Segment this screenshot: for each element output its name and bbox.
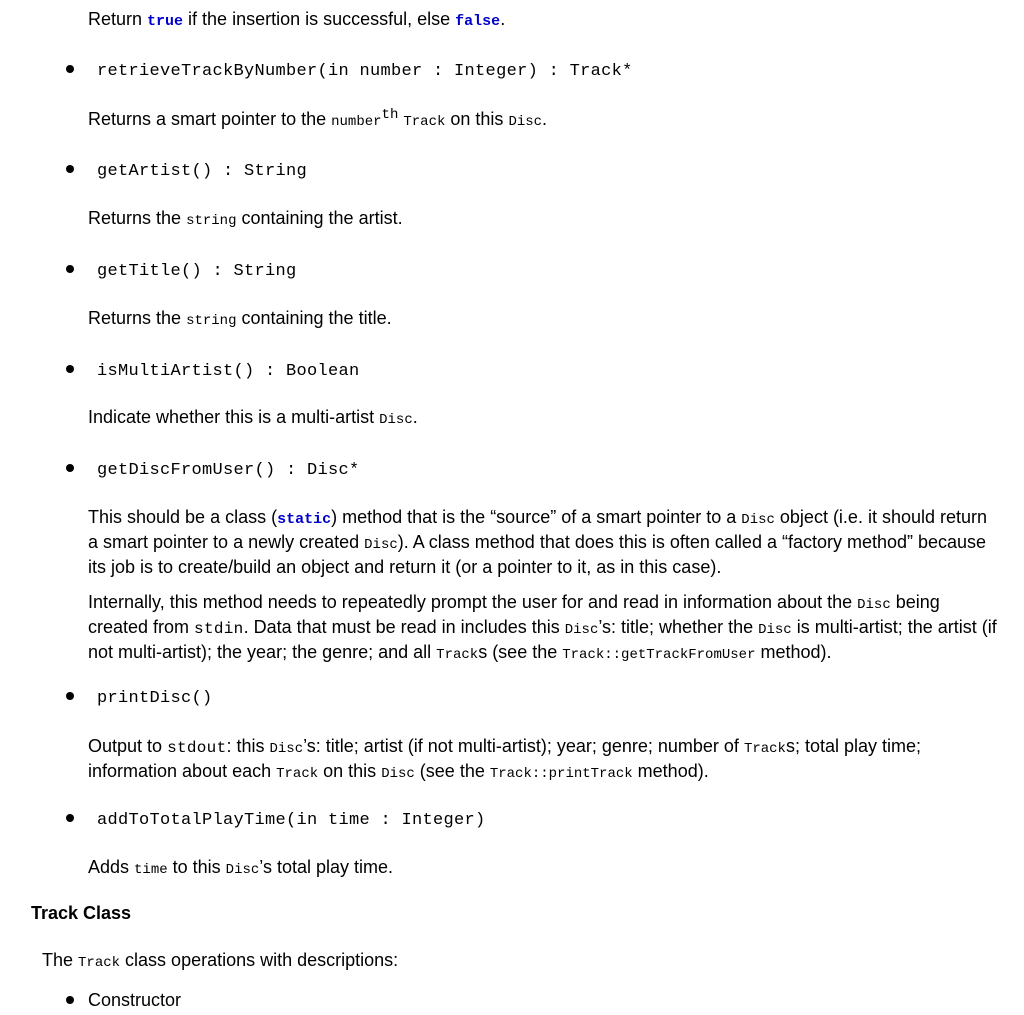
method-signature-get-artist: getArtist() : String [97,162,308,181]
keyword-false: false [455,13,501,30]
method-signature-print-disc: printDisc() [97,689,213,708]
track-constructor-item: Constructor [88,990,182,1010]
add-time-description: Adds time to this Disc’s total play time. [88,857,394,878]
bullet [66,265,74,273]
bullet [66,65,74,73]
method-signature-get-disc-from-user: getDiscFromUser() : Disc* [97,461,360,480]
retrieve-track-description: Returns a smart pointer to the number$^{th}$ Track on this Disc. [88,107,548,130]
method-signature-retrieve-track: retrieveTrackByNumber(in number : Integer) : Track* [97,62,633,81]
section-heading-track-class: Track Class [31,903,132,923]
bullet [66,692,74,700]
method-signature-get-title: getTitle() : String [97,262,297,281]
method-signature-add-to-total-play-time: addToTotalPlayTime(in time : Integer) [97,811,486,830]
get-disc-description-1: This should be a class (static) method that is the “source” of a smart pointer to a Disc object (i.e. it should return a smart pointer to a newly created Disc). A class method that does this is often called a “factory method” because its job is to create/build an object and return it (or a pointer to it, as in this case). [88,507,988,577]
keyword-true: true [147,13,184,30]
bullet [66,365,74,373]
track-class-intro: The Track class operations with descriptions: [42,950,399,971]
is-multi-artist-description: Indicate whether this is a multi-artist Disc. [88,407,418,428]
insert-return-description: Return true if the insertion is successful, else false. [88,9,506,30]
bullet [66,464,74,472]
get-artist-description: Returns the string containing the artist. [88,208,403,229]
print-disc-description: Output to stdout: this Disc’s: title; artist (if not multi-artist); year; genre; number of Tracks; total play time; information about each Track on this Disc (see the Track::printTrack method). [88,736,922,782]
method-signature-is-multi-artist: isMultiArtist() : Boolean [97,362,360,381]
bullet [66,165,74,173]
get-disc-description-2: Internally, this method needs to repeatedly prompt the user for and read in information about the Disc being created from stdin. Data that must be read in includes this Disc’s: title; whether the Disc is multi-artist; the artist (if not multi-artist); the year; the genre; and all Tracks (see the Track::getTrackFromUser method). [88,592,997,663]
bullet [66,814,74,822]
get-title-description: Returns the string containing the title. [88,308,392,329]
keyword-static: static [277,511,332,528]
bullet [66,996,74,1004]
